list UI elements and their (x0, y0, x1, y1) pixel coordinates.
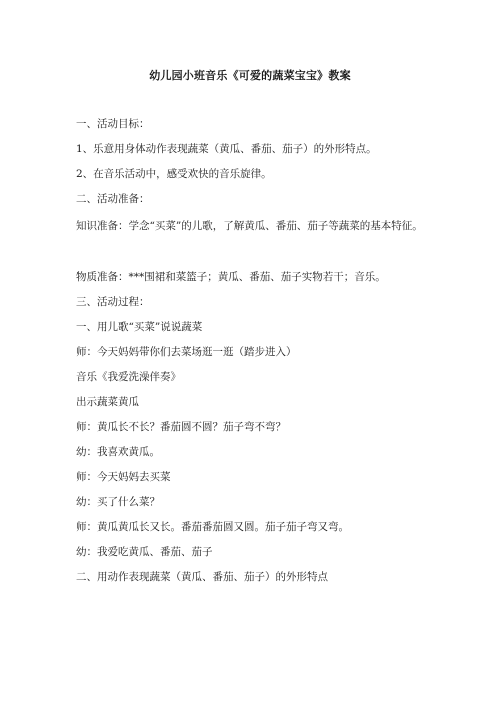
dialogue-line: 师：今天妈妈去买菜 (76, 471, 171, 483)
section-heading-preparation: 二、活动准备： (76, 193, 150, 205)
section-heading-process: 三、活动过程： (76, 296, 150, 308)
process-step-2-heading: 二、用动作表现蔬菜（黄瓜、番茄、茄子）的外形特点 (76, 571, 328, 583)
music-note: 音乐《我爱洗澡伴奏》 (76, 371, 181, 383)
material-preparation: 物质准备：***围裙和菜篮子；黄瓜、番茄、茄子实物若干；音乐。 (76, 271, 386, 283)
goal-item-1: 1、乐意用身体动作表现蔬菜（黄瓜、番茄、茄子）的外形特点。 (76, 143, 377, 155)
dialogue-line: 师：黄瓜黄瓜长又长。番茄番茄圆又圆。茄子茄子弯又弯。 (76, 521, 349, 533)
knowledge-preparation: 知识准备：学念“买菜”的儿歌，了解黄瓜、番茄、茄子等蔬菜的基本特征。 (76, 220, 423, 232)
show-vegetable-note: 出示蔬菜黄瓜 (76, 396, 139, 408)
process-step-1-heading: 一、用儿歌“买菜”说说蔬菜 (76, 321, 203, 333)
goal-item-2: 2、在音乐活动中，感受欢快的音乐旋律。 (76, 168, 272, 180)
section-heading-goals: 一、活动目标： (76, 118, 150, 130)
document-title: 幼儿园小班音乐《可爱的蔬菜宝宝》教案 (149, 69, 351, 82)
dialogue-line: 师：黄瓜长不长？番茄圆不圆？茄子弯不弯？ (76, 421, 286, 433)
dialogue-line: 师：今天妈妈带你们去菜场逛一逛（踏步进入） (76, 346, 297, 358)
dialogue-line: 幼：我喜欢黄瓜。 (76, 446, 160, 458)
dialogue-line: 幼：我爱吃黄瓜、番茄、茄子 (76, 546, 213, 558)
dialogue-line: 幼：买了什么菜？ (76, 496, 160, 508)
